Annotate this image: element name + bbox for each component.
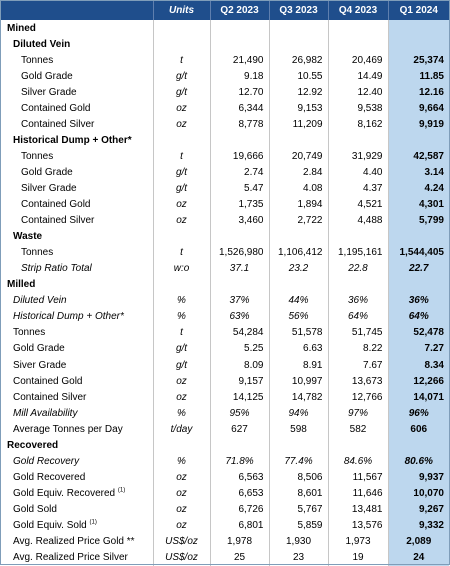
value-cell: 44% xyxy=(269,293,328,309)
table-row xyxy=(1,84,449,100)
value-cell-q1-2024: 7.27 xyxy=(388,341,449,357)
value-cell xyxy=(210,277,269,293)
row-unit: g/t xyxy=(153,84,210,100)
value-cell-q1-2024: 42,587 xyxy=(388,148,449,164)
value-cell: 9,538 xyxy=(328,100,388,116)
row-label-text: Contained Silver xyxy=(13,391,87,403)
value-cell: 2.74 xyxy=(210,164,269,180)
row-label-text: Contained Gold xyxy=(13,375,83,387)
value-cell-q1-2024: 2,089 xyxy=(388,534,449,550)
value-cell: 71.8% xyxy=(210,453,269,469)
value-cell: 4,521 xyxy=(328,197,388,213)
table-row xyxy=(1,52,449,68)
row-unit: oz xyxy=(153,389,210,405)
value-cell xyxy=(269,437,328,453)
table-row xyxy=(1,501,449,517)
row-unit: oz xyxy=(153,213,210,229)
row-unit xyxy=(153,36,210,52)
value-cell: 26,982 xyxy=(269,52,328,68)
value-cell: 13,576 xyxy=(328,517,388,533)
row-label xyxy=(1,245,153,261)
value-cell: 6,344 xyxy=(210,100,269,116)
value-cell: 5,767 xyxy=(269,501,328,517)
row-label xyxy=(1,485,153,501)
subsection-row xyxy=(1,132,449,148)
row-label xyxy=(1,229,153,245)
value-cell xyxy=(210,20,269,36)
row-label xyxy=(1,293,153,309)
row-unit xyxy=(153,277,210,293)
table-row xyxy=(1,357,449,373)
row-label xyxy=(1,550,153,566)
row-label-text: Recovered xyxy=(7,439,59,451)
row-unit: US$/oz xyxy=(153,550,210,566)
row-label-text: Gold Sold xyxy=(13,503,57,515)
row-label xyxy=(1,309,153,325)
row-label xyxy=(1,20,153,36)
row-label-text: Average Tonnes per Day xyxy=(13,423,123,435)
row-label xyxy=(1,373,153,389)
row-unit: g/t xyxy=(153,68,210,84)
row-unit: oz xyxy=(153,197,210,213)
value-cell: 77.4% xyxy=(269,453,328,469)
value-cell-q1-2024: 8.34 xyxy=(388,357,449,373)
section-row xyxy=(1,20,449,36)
row-label xyxy=(1,68,153,84)
row-label-text: Gold Grade xyxy=(13,343,65,355)
value-cell: 2.84 xyxy=(269,164,328,180)
value-cell-q1-2024: 80.6% xyxy=(388,453,449,469)
row-label-text: Siver Grade xyxy=(13,359,67,371)
row-label xyxy=(1,36,153,52)
value-cell-q1-2024: 64% xyxy=(388,309,449,325)
section-row xyxy=(1,277,449,293)
value-cell-q1-2024: 96% xyxy=(388,405,449,421)
value-cell-q1-2024: 5,799 xyxy=(388,213,449,229)
value-cell: 1,195,161 xyxy=(328,245,388,261)
row-label-text: Waste xyxy=(13,231,43,243)
table-row xyxy=(1,373,449,389)
row-label xyxy=(1,197,153,213)
value-cell-q1-2024: 52,478 xyxy=(388,325,449,341)
value-cell-q1-2024 xyxy=(388,132,449,148)
subsection-row xyxy=(1,36,449,52)
table-row xyxy=(1,245,449,261)
table-row xyxy=(1,341,449,357)
value-cell: 8.22 xyxy=(328,341,388,357)
row-label-text: Avg. Realized Price Silver xyxy=(13,552,128,564)
row-label-text: Strip Ratio Total xyxy=(21,263,92,275)
value-cell: 12.70 xyxy=(210,84,269,100)
value-cell: 1,735 xyxy=(210,197,269,213)
value-cell: 11,567 xyxy=(328,469,388,485)
row-label-text: Milled xyxy=(7,279,36,291)
row-label-text: Diluted Vein xyxy=(13,295,67,307)
row-label-text: Mined xyxy=(7,22,36,34)
row-label xyxy=(1,180,153,196)
value-cell-q1-2024 xyxy=(388,229,449,245)
value-cell: 12.92 xyxy=(269,84,328,100)
value-cell: 20,469 xyxy=(328,52,388,68)
row-label xyxy=(1,52,153,68)
value-cell-q1-2024: 9,919 xyxy=(388,116,449,132)
value-cell: 8,601 xyxy=(269,485,328,501)
row-label-text: Gold Recovered xyxy=(13,471,86,483)
value-cell: 12,766 xyxy=(328,389,388,405)
value-cell: 1,526,980 xyxy=(210,245,269,261)
row-unit xyxy=(153,20,210,36)
value-cell: 8,506 xyxy=(269,469,328,485)
row-label-text: Silver Grade xyxy=(21,182,77,194)
value-cell: 8,162 xyxy=(328,116,388,132)
value-cell: 51,578 xyxy=(269,325,328,341)
value-cell: 51,745 xyxy=(328,325,388,341)
row-label-text: Gold Equiv. Recovered xyxy=(13,487,116,499)
footnote-marker: (1) xyxy=(117,487,126,494)
row-label xyxy=(1,261,153,277)
row-unit: oz xyxy=(153,373,210,389)
value-cell: 11,646 xyxy=(328,485,388,501)
value-cell: 9,157 xyxy=(210,373,269,389)
row-unit: oz xyxy=(153,100,210,116)
table-row xyxy=(1,517,449,533)
value-cell xyxy=(328,229,388,245)
value-cell-q1-2024: 36% xyxy=(388,293,449,309)
value-cell: 64% xyxy=(328,309,388,325)
value-cell: 56% xyxy=(269,309,328,325)
row-label xyxy=(1,277,153,293)
value-cell: 9.18 xyxy=(210,68,269,84)
value-cell-q1-2024 xyxy=(388,20,449,36)
table-row xyxy=(1,293,449,309)
value-cell: 19 xyxy=(328,550,388,566)
value-cell: 4.40 xyxy=(328,164,388,180)
value-cell xyxy=(269,132,328,148)
row-label xyxy=(1,405,153,421)
value-cell: 2,722 xyxy=(269,213,328,229)
value-cell xyxy=(328,132,388,148)
value-cell xyxy=(269,277,328,293)
value-cell: 12.40 xyxy=(328,84,388,100)
value-cell: 5.47 xyxy=(210,180,269,196)
value-cell: 95% xyxy=(210,405,269,421)
row-label-text: Contained Gold xyxy=(21,199,91,211)
table-row xyxy=(1,421,449,437)
value-cell: 4,488 xyxy=(328,213,388,229)
row-unit: oz xyxy=(153,469,210,485)
value-cell: 21,490 xyxy=(210,52,269,68)
row-label-text: Gold Grade xyxy=(21,166,73,178)
value-cell-q1-2024 xyxy=(388,437,449,453)
value-cell-q1-2024: 3.14 xyxy=(388,164,449,180)
row-label xyxy=(1,389,153,405)
row-label xyxy=(1,437,153,453)
value-cell: 37% xyxy=(210,293,269,309)
value-cell xyxy=(328,437,388,453)
value-cell: 10.55 xyxy=(269,68,328,84)
value-cell: 3,460 xyxy=(210,213,269,229)
table-row xyxy=(1,100,449,116)
row-unit: US$/oz xyxy=(153,534,210,550)
value-cell: 63% xyxy=(210,309,269,325)
row-label xyxy=(1,84,153,100)
row-unit: t xyxy=(153,52,210,68)
value-cell: 7.67 xyxy=(328,357,388,373)
value-cell-q1-2024: 4,301 xyxy=(388,197,449,213)
value-cell-q1-2024: 11.85 xyxy=(388,68,449,84)
value-cell: 8.09 xyxy=(210,357,269,373)
value-cell-q1-2024: 1,544,405 xyxy=(388,245,449,261)
value-cell: 6,563 xyxy=(210,469,269,485)
value-cell-q1-2024: 25,374 xyxy=(388,52,449,68)
value-cell-q1-2024: 9,332 xyxy=(388,517,449,533)
value-cell xyxy=(210,132,269,148)
value-cell-q1-2024 xyxy=(388,277,449,293)
value-cell: 31,929 xyxy=(328,148,388,164)
table-row xyxy=(1,164,449,180)
value-cell: 22.8 xyxy=(328,261,388,277)
header-period-q4-2023: Q4 2023 xyxy=(328,0,388,20)
row-unit: g/t xyxy=(153,357,210,373)
table-row xyxy=(1,550,449,566)
value-cell xyxy=(269,36,328,52)
row-label xyxy=(1,148,153,164)
table-header-row xyxy=(1,0,449,20)
value-cell: 19,666 xyxy=(210,148,269,164)
row-unit: t/day xyxy=(153,421,210,437)
value-cell-q1-2024: 12.16 xyxy=(388,84,449,100)
value-cell-q1-2024: 14,071 xyxy=(388,389,449,405)
row-label-text: Diluted Vein xyxy=(13,38,71,50)
value-cell: 9,153 xyxy=(269,100,328,116)
value-cell: 54,284 xyxy=(210,325,269,341)
table-row xyxy=(1,534,449,550)
row-label-text: Tonnes xyxy=(21,150,54,162)
value-cell: 5,859 xyxy=(269,517,328,533)
table-body xyxy=(1,20,449,566)
row-label-text: Tonnes xyxy=(13,327,46,339)
subsection-row xyxy=(1,229,449,245)
row-label xyxy=(1,357,153,373)
value-cell-q1-2024: 9,267 xyxy=(388,501,449,517)
header-period-q1-2024: Q1 2024 xyxy=(388,0,449,20)
row-unit: oz xyxy=(153,501,210,517)
row-label-text: Contained Silver xyxy=(21,118,95,130)
value-cell: 1,894 xyxy=(269,197,328,213)
value-cell xyxy=(269,229,328,245)
value-cell: 1,106,412 xyxy=(269,245,328,261)
value-cell-q1-2024: 4.24 xyxy=(388,180,449,196)
value-cell: 4.08 xyxy=(269,180,328,196)
value-cell: 4.37 xyxy=(328,180,388,196)
row-label-text: Mill Availability xyxy=(13,407,78,419)
value-cell: 6.63 xyxy=(269,341,328,357)
row-label-text: Contained Gold xyxy=(21,102,91,114)
header-period-q2-2023: Q2 2023 xyxy=(210,0,269,20)
table-row xyxy=(1,68,449,84)
value-cell-q1-2024: 22.7 xyxy=(388,261,449,277)
header-label-cell xyxy=(1,0,153,20)
header-period-q3-2023: Q3 2023 xyxy=(269,0,328,20)
row-label xyxy=(1,132,153,148)
table-row xyxy=(1,309,449,325)
row-label xyxy=(1,325,153,341)
table-row xyxy=(1,389,449,405)
value-cell-q1-2024: 9,664 xyxy=(388,100,449,116)
value-cell xyxy=(210,36,269,52)
value-cell: 6,653 xyxy=(210,485,269,501)
value-cell: 84.6% xyxy=(328,453,388,469)
value-cell xyxy=(269,20,328,36)
row-unit: % xyxy=(153,405,210,421)
row-label xyxy=(1,213,153,229)
row-label xyxy=(1,453,153,469)
row-label xyxy=(1,421,153,437)
row-label xyxy=(1,517,153,533)
row-unit: % xyxy=(153,293,210,309)
row-unit xyxy=(153,437,210,453)
section-row xyxy=(1,437,449,453)
table-row xyxy=(1,213,449,229)
value-cell: 23.2 xyxy=(269,261,328,277)
row-unit: g/t xyxy=(153,341,210,357)
row-unit: t xyxy=(153,245,210,261)
row-unit xyxy=(153,132,210,148)
value-cell: 627 xyxy=(210,421,269,437)
row-label-text: Historical Dump + Other* xyxy=(13,311,124,323)
value-cell: 97% xyxy=(328,405,388,421)
value-cell: 14,125 xyxy=(210,389,269,405)
value-cell-q1-2024: 24 xyxy=(388,550,449,566)
row-unit: oz xyxy=(153,116,210,132)
value-cell xyxy=(210,437,269,453)
row-unit: w:o xyxy=(153,261,210,277)
row-unit: g/t xyxy=(153,164,210,180)
row-label-text: Tonnes xyxy=(21,54,54,66)
value-cell: 13,673 xyxy=(328,373,388,389)
value-cell: 36% xyxy=(328,293,388,309)
table-row xyxy=(1,469,449,485)
table-row xyxy=(1,485,449,501)
table-row xyxy=(1,116,449,132)
value-cell: 20,749 xyxy=(269,148,328,164)
value-cell-q1-2024: 12,266 xyxy=(388,373,449,389)
row-label-text: Silver Grade xyxy=(21,86,77,98)
table-row xyxy=(1,261,449,277)
row-label-text: Avg. Realized Price Gold ** xyxy=(13,536,135,548)
header-units: Units xyxy=(153,0,210,20)
value-cell: 14,782 xyxy=(269,389,328,405)
row-unit: t xyxy=(153,325,210,341)
value-cell xyxy=(328,277,388,293)
row-label xyxy=(1,164,153,180)
row-unit: t xyxy=(153,148,210,164)
row-unit xyxy=(153,229,210,245)
row-unit: % xyxy=(153,453,210,469)
row-unit: g/t xyxy=(153,180,210,196)
value-cell-q1-2024: 10,070 xyxy=(388,485,449,501)
value-cell: 13,481 xyxy=(328,501,388,517)
value-cell xyxy=(328,36,388,52)
value-cell: 8,778 xyxy=(210,116,269,132)
value-cell: 582 xyxy=(328,421,388,437)
row-label-text: Contained Silver xyxy=(21,215,95,227)
row-label xyxy=(1,341,153,357)
table-row xyxy=(1,197,449,213)
row-label xyxy=(1,100,153,116)
row-label xyxy=(1,534,153,550)
value-cell: 25 xyxy=(210,550,269,566)
row-unit: oz xyxy=(153,485,210,501)
value-cell: 37.1 xyxy=(210,261,269,277)
row-label xyxy=(1,501,153,517)
value-cell: 1,978 xyxy=(210,534,269,550)
row-label-text: Historical Dump + Other* xyxy=(13,134,132,146)
value-cell xyxy=(328,20,388,36)
value-cell: 598 xyxy=(269,421,328,437)
operating-results-table xyxy=(1,0,449,566)
value-cell: 6,801 xyxy=(210,517,269,533)
value-cell: 1,930 xyxy=(269,534,328,550)
row-label-text: Gold Recovery xyxy=(13,455,80,467)
value-cell: 5.25 xyxy=(210,341,269,357)
value-cell: 94% xyxy=(269,405,328,421)
row-label-text: Gold Grade xyxy=(21,70,73,82)
table-row xyxy=(1,180,449,196)
footnote-marker: (1) xyxy=(89,519,97,526)
value-cell-q1-2024 xyxy=(388,36,449,52)
table-row xyxy=(1,148,449,164)
value-cell-q1-2024: 606 xyxy=(388,421,449,437)
value-cell: 6,726 xyxy=(210,501,269,517)
value-cell: 8.91 xyxy=(269,357,328,373)
value-cell: 14.49 xyxy=(328,68,388,84)
table-row xyxy=(1,405,449,421)
row-label-text: Gold Equiv. Sold xyxy=(13,519,87,531)
row-unit: oz xyxy=(153,517,210,533)
row-label xyxy=(1,116,153,132)
row-label-text: Tonnes xyxy=(21,247,54,259)
value-cell xyxy=(210,229,269,245)
table-row xyxy=(1,453,449,469)
value-cell: 23 xyxy=(269,550,328,566)
row-label xyxy=(1,469,153,485)
value-cell: 1,973 xyxy=(328,534,388,550)
value-cell: 10,997 xyxy=(269,373,328,389)
value-cell: 11,209 xyxy=(269,116,328,132)
table-row xyxy=(1,325,449,341)
value-cell-q1-2024: 9,937 xyxy=(388,469,449,485)
row-unit: % xyxy=(153,309,210,325)
